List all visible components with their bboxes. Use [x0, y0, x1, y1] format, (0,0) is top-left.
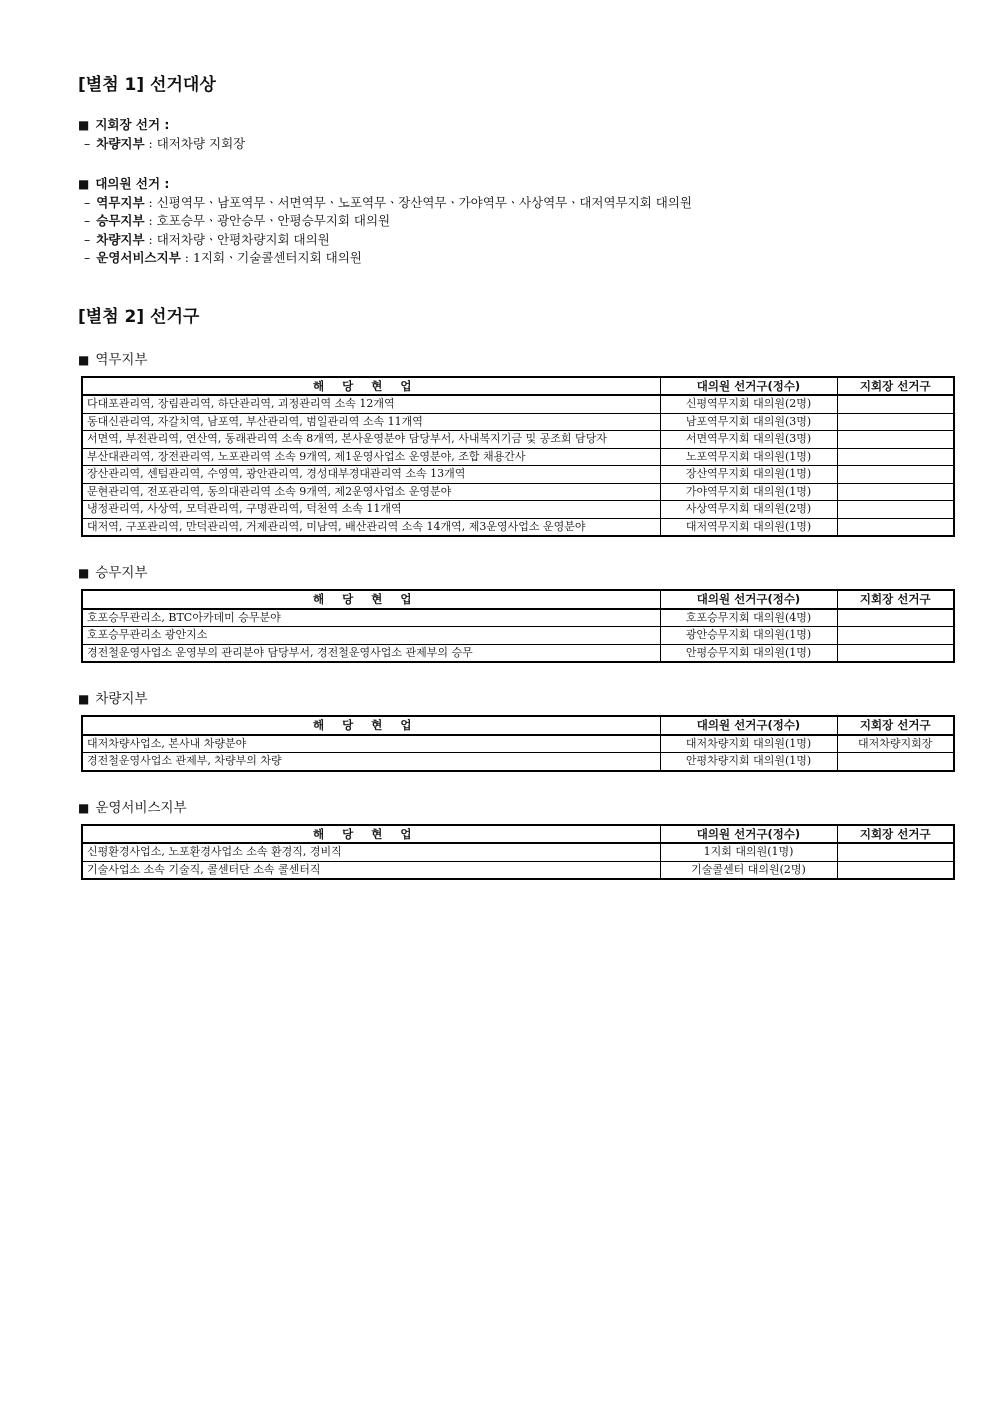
table-row: 기술사업소 소속 기술직, 콜센터단 소속 콜센터직 기술콜센터 대의원(2명): [82, 861, 954, 879]
table-row: 호포승무관리소, BTC아카데미 승무분야 호포승무지회 대의원(4명): [82, 609, 954, 627]
section-title: ■ 승무지부: [78, 565, 148, 581]
header-chair: 지회장 선거구: [837, 825, 954, 844]
dash-icon: –: [84, 194, 91, 210]
delegate-election-heading: ■ 대의원 선거 :: [78, 176, 170, 191]
header-chair: 지회장 선거구: [837, 590, 954, 609]
dash-icon: –: [84, 231, 91, 247]
header-chair: 지회장 선거구: [837, 716, 954, 735]
square-bullet-icon: ■: [78, 800, 90, 815]
annex1-title: [별첨 1] 선거대상: [78, 75, 216, 95]
table-row: 장산관리역, 센텀관리역, 수영역, 광안관리역, 경성대부경대관리역 소속 13개역 장산역무지회 대의원(1명): [82, 466, 954, 484]
delegate-item: – 승무지부 : 호포승무ㆍ광안승무ㆍ안평승무지회 대의원: [84, 213, 391, 228]
section-title: ■ 역무지부: [78, 351, 148, 368]
section-title: ■ 차량지부: [78, 691, 148, 707]
dash-icon: –: [84, 135, 91, 151]
table-row: 문현관리역, 전포관리역, 동의대관리역 소속 9개역, 제2운영사업소 운영분야 가야역무지회 대의원(1명): [82, 483, 954, 501]
square-bullet-icon: ■: [78, 566, 90, 580]
district-table-service: [81, 824, 955, 881]
square-bullet-icon: ■: [78, 352, 90, 367]
table-row: 동대신관리역, 자갈치역, 남포역, 부산관리역, 범일관리역 소속 11개역 남포역무지회 대의원(3명): [82, 413, 954, 431]
header-workplace: 해당현업: [82, 716, 660, 735]
table-row: 신평환경사업소, 노포환경사업소 소속 환경직, 경비직 1지회 대의원(1명): [82, 843, 954, 861]
table-row: 부산대관리역, 장전관리역, 노포관리역 소속 9개역, 제1운영사업소 운영분야, 조합 채용간사 노포역무지회 대의원(1명): [82, 448, 954, 466]
section-title: ■ 운영서비스지부: [78, 799, 187, 816]
header-delegate: 대의원 선거구(정수): [660, 590, 837, 609]
table-row: 냉정관리역, 사상역, 모덕관리역, 구명관리역, 덕천역 소속 11개역 사상역무지회 대의원(2명): [82, 501, 954, 519]
table-row: 대저역, 구포관리역, 만덕관리역, 거제관리역, 미남역, 배산관리역 소속 14개역, 제3운영사업소 운영분야 대저역무지회 대의원(1명): [82, 518, 954, 536]
district-table-station: [81, 376, 955, 538]
dash-icon: –: [84, 213, 91, 228]
delegate-item: – 역무지부 : 신평역무ㆍ남포역무ㆍ서면역무ㆍ노포역무ㆍ장산역무ㆍ가야역무ㆍ사상역무ㆍ대저역무지회 대의원: [84, 194, 693, 210]
table-header-row: [82, 590, 954, 609]
district-table-crew: [81, 589, 955, 663]
table-row: 경전철운영사업소 관제부, 차량부의 차량 안평차량지회 대의원(1명): [82, 753, 954, 771]
header-workplace: 해당현업: [82, 825, 660, 844]
header-delegate: 대의원 선거구(정수): [660, 825, 837, 844]
square-bullet-icon: ■: [78, 118, 90, 132]
table-header-row: [82, 825, 954, 844]
chair-election-heading: ■ 지회장 선거 :: [78, 117, 170, 132]
square-bullet-icon: ■: [78, 692, 90, 706]
table-row: 서면역, 부전관리역, 연산역, 동래관리역 소속 8개역, 본사운영분야 담당부서, 사내복지기금 및 공조회 담당자 서면역무지회 대의원(3명): [82, 431, 954, 449]
header-chair: 지회장 선거구: [837, 377, 954, 396]
table-header-row: [82, 377, 954, 396]
dash-icon: –: [84, 250, 91, 265]
delegate-item: – 차량지부 : 대저차량ㆍ안평차량지회 대의원: [84, 231, 330, 247]
square-bullet-icon: ■: [78, 177, 90, 191]
table-row: 호포승무관리소 광안지소 광안승무지회 대의원(1명): [82, 627, 954, 645]
document-page: [78, 72, 958, 880]
header-workplace: 해당현업: [82, 590, 660, 609]
table-row: 다대포관리역, 장림관리역, 하단관리역, 괴정관리역 소속 12개역 신평역무지회 대의원(2명): [82, 395, 954, 413]
header-delegate: 대의원 선거구(정수): [660, 377, 837, 396]
annex2-title: [별첨 2] 선거구: [78, 306, 200, 327]
table-row: 경전철운영사업소 운영부의 관리분야 담당부서, 경전철운영사업소 관제부의 승무 안평승무지회 대의원(1명): [82, 644, 954, 662]
chair-item: – 차량지부 : 대저차량 지회장: [84, 135, 246, 151]
header-workplace: 해당현업: [82, 377, 660, 396]
district-table-vehicle: [81, 715, 955, 772]
delegate-item: – 운영서비스지부 : 1지회ㆍ기술콜센터지회 대의원: [84, 250, 362, 265]
table-row: 대저차량사업소, 본사내 차량분야 대저차량지회 대의원(1명) 대저차량지회장: [82, 735, 954, 753]
table-header-row: [82, 716, 954, 735]
header-delegate: 대의원 선거구(정수): [660, 716, 837, 735]
